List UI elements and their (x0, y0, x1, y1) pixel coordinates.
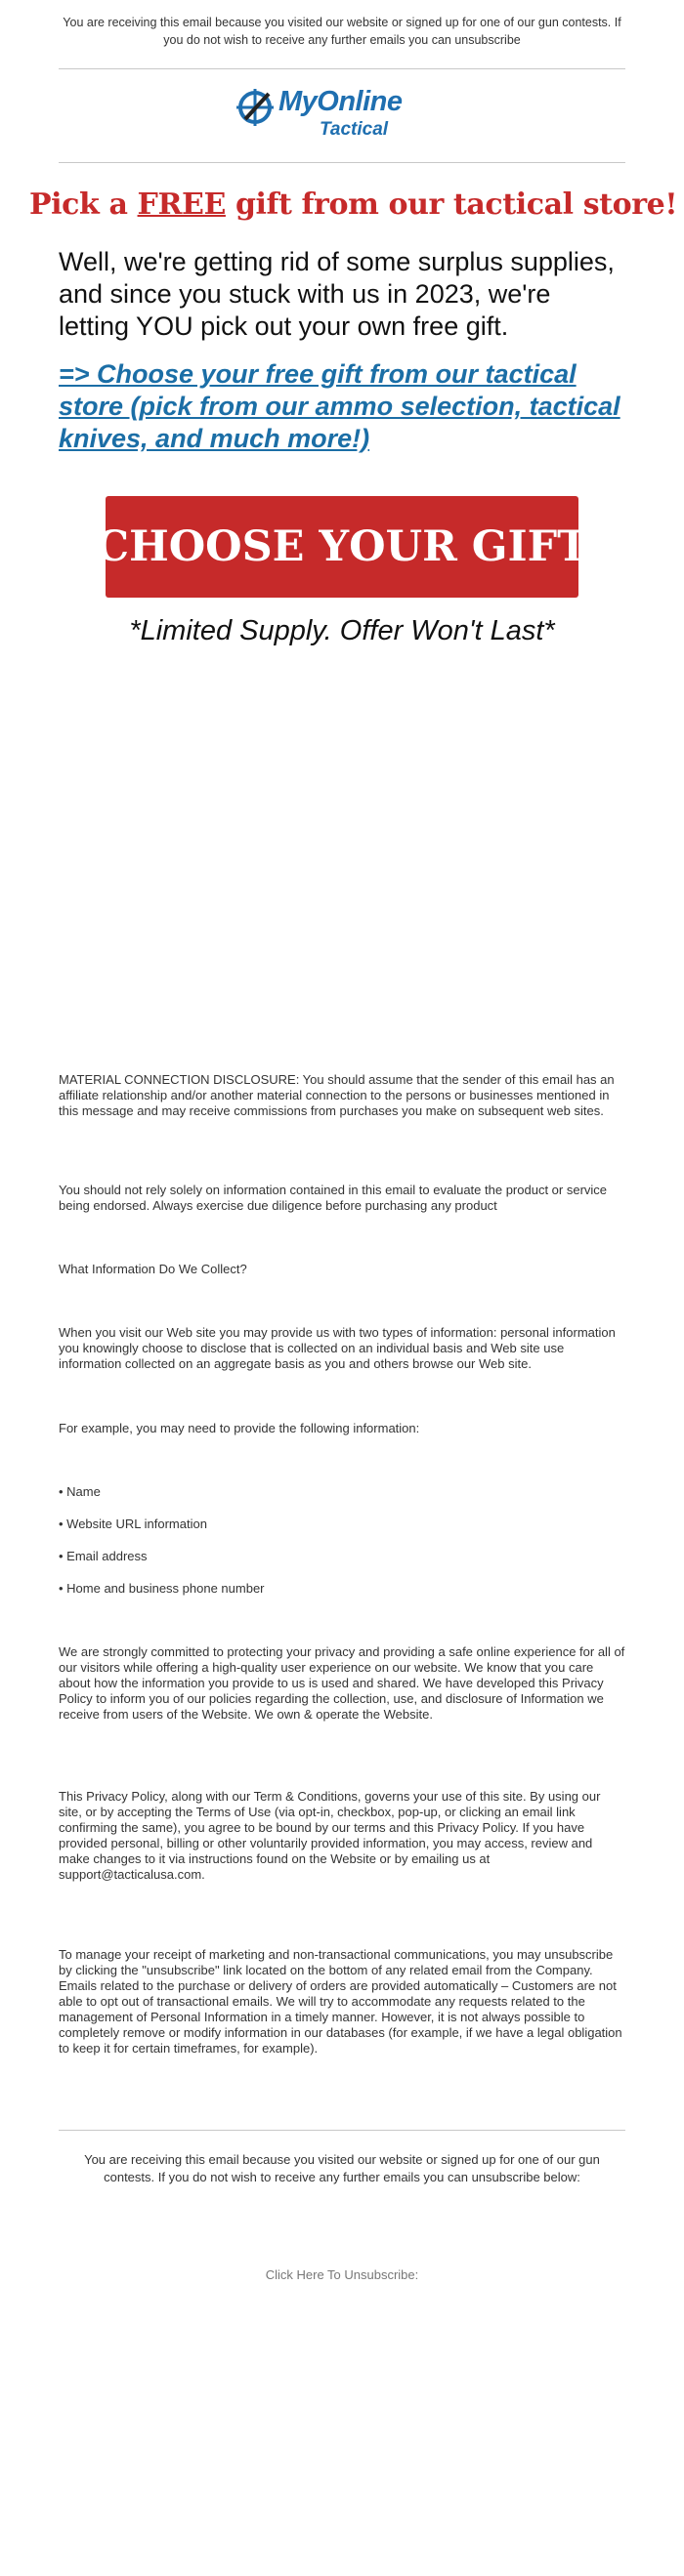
choose-gift-link[interactable]: => Choose your free gift from our tactical store (pick from our ammo selection, tactical knives, and much more!) (59, 359, 620, 453)
example-paragraph: For example, you may need to provide the following information: (59, 1421, 420, 1435)
unsubscribe-link[interactable]: Click Here To Unsubscribe: (265, 2267, 419, 2282)
headline: Pick a FREE gift from our tactical store! (29, 187, 678, 222)
logo-text-myonline: MyOnline (278, 86, 403, 117)
privacy-commitment-paragraph: We are strongly committed to protecting your privacy and providing a safe online experience for all of our visitors while offering a high-quality user experience on our website. We know that you care about how the information you provide to us is used and shared. We have developed this Privacy Policy to inform you of our policies regarding the collection, use, and disclosure of Information we receive from users of the Website. We own & operate the Website. (59, 1644, 625, 1722)
info-collect-paragraph: When you visit our Web site you may provide us with two types of information: personal information you knowingly choose to disclose that is collected on an individual basis and Web site use information collected on an aggregate basis as you and others browse our Web site. (59, 1325, 616, 1371)
myonline-tactical-logo[interactable] (230, 84, 454, 146)
intro-paragraph: Well, we're getting rid of some surplus supplies, and since you stuck with us in 2023, we're letting YOU pick out your own free gift. (59, 247, 615, 341)
crosshair-logo-icon (235, 86, 278, 129)
headline-free: FREE (137, 187, 226, 222)
choose-your-gift-button[interactable]: CHOOSE YOUR GIFT (106, 496, 578, 598)
logo-text-tactical: Tactical (320, 119, 389, 140)
privacy-policy-paragraph: This Privacy Policy, along with our Term & Conditions, governs your use of this site. By using our site, or by accepting the Terms of Use (via opt-in, checkbox, pop-up, or clicking an email link confirming the same), you agree to be bound by our terms and this Privacy Policy. If you have provided personal, billing or other voluntarily provided information, you may access, review and make changes to it via instructions found on the Website or by emailing us at support@tacticalusa.com. (59, 1789, 601, 1882)
bottom-notice: You are receiving this email because you visited our website or signed up for one of our gun contests. If you do not wish to receive any further emails you can unsubscribe below: (84, 2152, 600, 2184)
manage-communications-paragraph: To manage your receipt of marketing and non-transactional communications, you may unsubscribe by clicking the "unsubscribe" link located on the bottom of any related email from the Company. Emails related to the purchase or delivery of orders are provided automatically – Customers are not able to opt out of transactional emails. We will try to accommodate any requests related to the management of Personal Information in a timely manner. However, it is not always possible to completely remove or modify information in our databases (for example, if we have a legal obligation to keep it for certain timeframes, for example). (59, 1947, 622, 2056)
top-notice: You are receiving this email because you visited our website or signed up for one of our gun contests. If you do not wish to receive any further emails you can unsubscribe (63, 16, 621, 47)
info-collect-heading: What Information Do We Collect? (59, 1262, 247, 1276)
top-divider (59, 68, 625, 69)
due-diligence-paragraph: You should not rely solely on information contained in this email to evaluate the product or service being endorsed. Always exercise due diligence before purchasing any product (59, 1183, 608, 1213)
list-item: • Name (59, 1484, 101, 1499)
logo-divider (59, 162, 625, 163)
limited-supply-note: *Limited Supply. Offer Won't Last* (129, 615, 555, 646)
footer-divider (59, 2130, 625, 2131)
list-item: • Email address (59, 1549, 148, 1563)
list-item: • Home and business phone number (59, 1581, 265, 1596)
list-item: • Website URL information (59, 1517, 207, 1531)
disclosure-paragraph: MATERIAL CONNECTION DISCLOSURE: You should assume that the sender of this email has an affiliate relationship and/or another material connection to the persons or businesses mentioned in this message and may receive commissions from purchases you make on subsequent web sites. (59, 1072, 615, 1118)
